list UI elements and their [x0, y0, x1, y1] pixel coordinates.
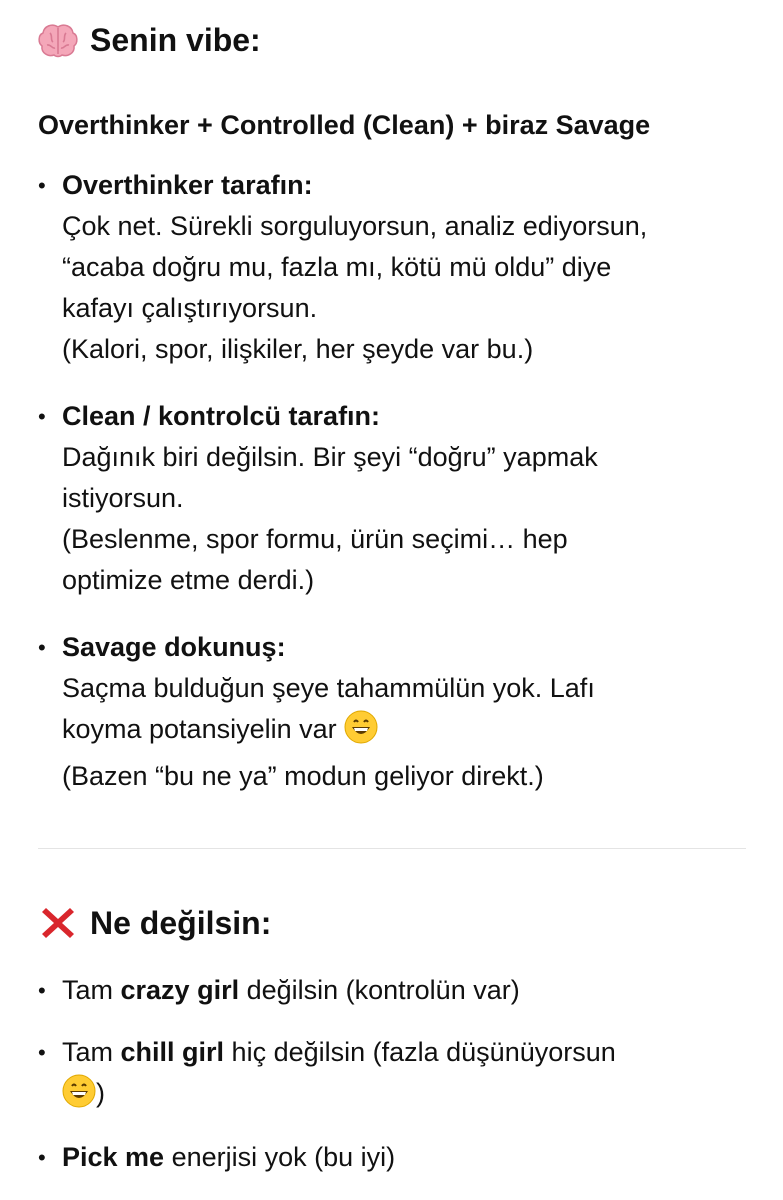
item-line [62, 1032, 753, 1073]
item-line: (Beslenme, spor formu, ürün seçimi… hep [62, 524, 568, 554]
bullet-icon: • [38, 978, 46, 1003]
list-item-savage [38, 627, 753, 797]
item-text-post2: ) [96, 1078, 105, 1108]
list-item-overthinker [38, 165, 753, 370]
cross-mark-icon [38, 903, 78, 943]
bullet-icon: • [38, 1145, 46, 1170]
item-title: Clean / kontrolcü tarafın: [62, 401, 381, 431]
grinning-face-icon [344, 710, 378, 756]
section-divider [38, 848, 746, 849]
list-item-clean [38, 396, 753, 601]
item-text-bold: Pick me [62, 1142, 165, 1172]
item-line [62, 970, 753, 1011]
bullet-icon: • [38, 173, 46, 198]
item-line: istiyorsun. [62, 483, 184, 513]
item-text-post: hiç değilsin (fazla düşünüyorsun [224, 1037, 616, 1067]
list-item-crazy-girl [38, 970, 753, 1011]
item-text-post: değilsin (kontrolün var) [239, 975, 520, 1005]
bullet-icon: • [38, 404, 46, 429]
bullet-icon: • [38, 1040, 46, 1065]
grinning-face-icon [62, 1074, 96, 1120]
item-line: kafayı çalıştırıyorsun. [62, 293, 318, 323]
vibe-subtitle: Overthinker + Controlled (Clean) + biraz Savage [38, 110, 651, 140]
item-text-pre: Tam [62, 975, 121, 1005]
vibe-heading-text: Senin vibe: [90, 22, 261, 58]
item-line: Dağınık biri değilsin. Bir şeyi “doğru” yapmak [62, 442, 598, 472]
brain-icon [38, 23, 78, 59]
item-line: Saçma bulduğun şeye tahammülün yok. Lafı [62, 673, 595, 703]
item-line: (Bazen “bu ne ya” modun geliyor direkt.) [62, 761, 544, 791]
item-line: (Kalori, spor, ilişkiler, her şeyde var bu.) [62, 334, 534, 364]
bullet-icon: • [38, 635, 46, 660]
item-text-bold: chill girl [120, 1037, 225, 1067]
list-item-chill-girl [38, 1032, 753, 1120]
item-text-bold: crazy girl [120, 975, 240, 1005]
not-heading-text: Ne değilsin: [90, 904, 272, 941]
not-heading [38, 903, 271, 943]
item-line: “acaba doğru mu, fazla mı, kötü mü oldu” diye [62, 252, 612, 282]
item-line [62, 709, 753, 756]
item-line [62, 1073, 753, 1120]
item-title: Savage dokunuş: [62, 632, 286, 662]
item-line: optimize etme derdi.) [62, 565, 315, 595]
item-line: Çok net. Sürekli sorguluyorsun, analiz ediyorsun, [62, 211, 648, 241]
item-title: Overthinker tarafın: [62, 170, 313, 200]
vibe-heading [38, 22, 261, 59]
item-text-post: enerjisi yok (bu iyi) [164, 1142, 396, 1172]
item-line-text: koyma potansiyelin var [62, 714, 337, 744]
item-text-pre: Tam [62, 1037, 121, 1067]
item-line [62, 1137, 753, 1178]
list-item-pick-me [38, 1137, 753, 1178]
